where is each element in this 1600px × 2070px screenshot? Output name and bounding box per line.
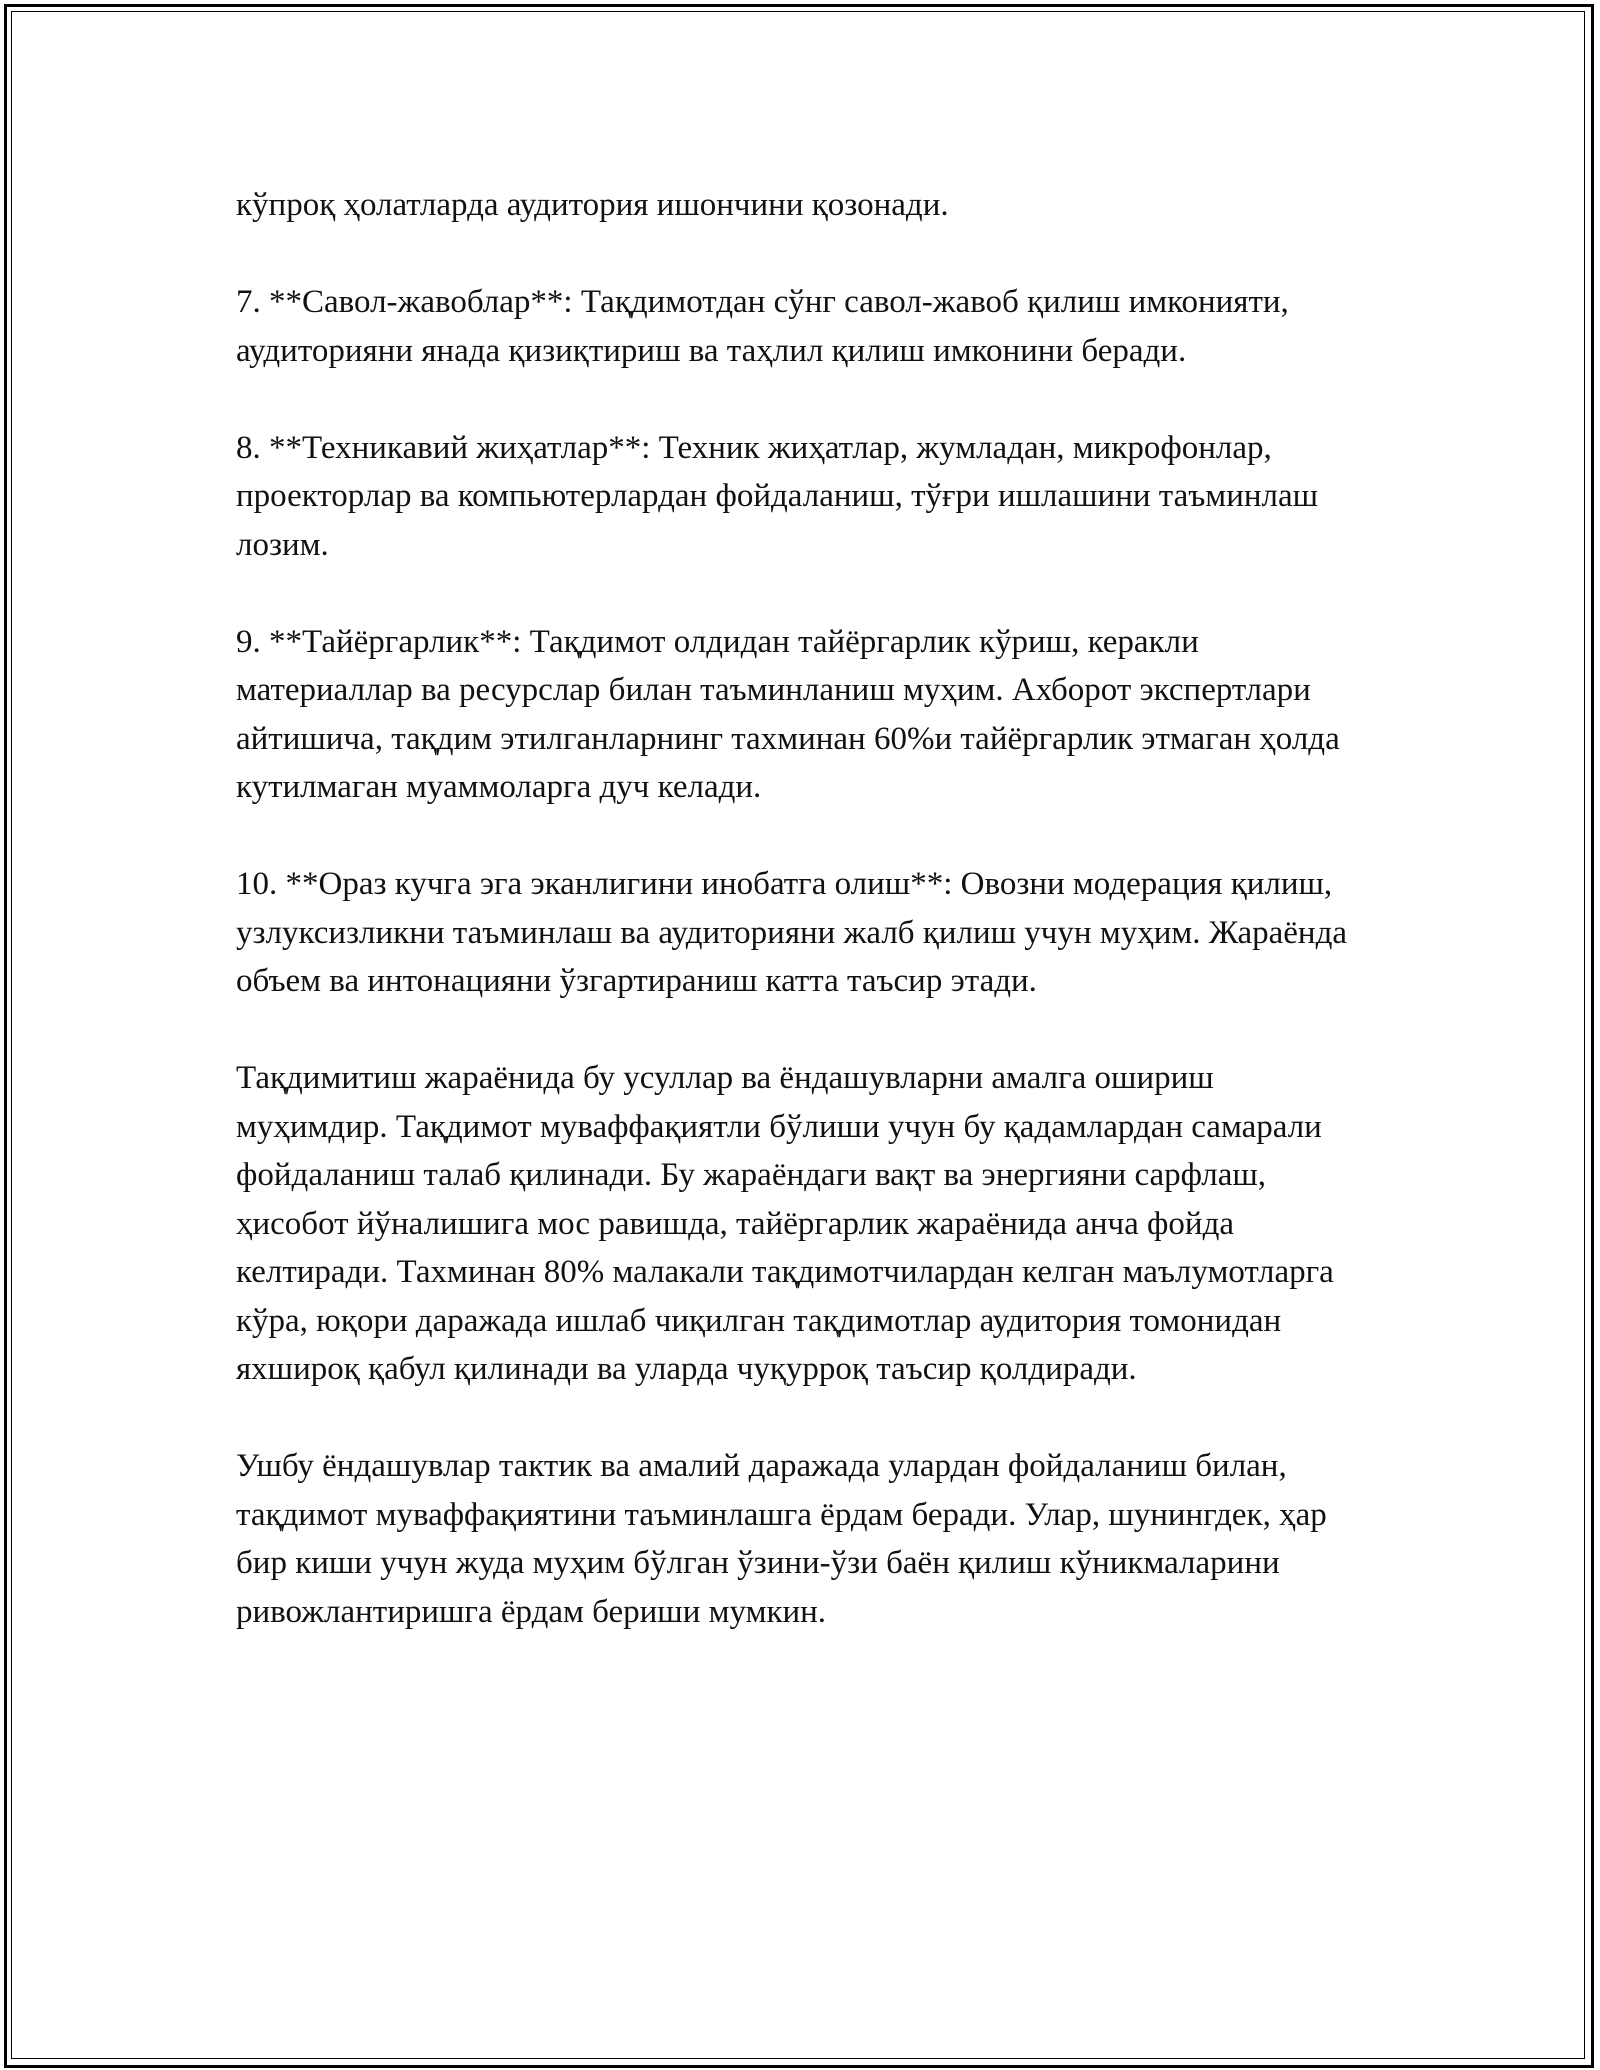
paragraph-conclusion: Ушбу ёндашувлар тактик ва амалий даражада улардан фойдаланиш билан, тақдимот муваффақиятини таъминлашга ёрдам беради. Улар, шунингдек, ҳар бир киши учун жуда муҳим бўлган ўзини-ўзи баён қилиш кўникмаларини ривожлантиришга ёрдам бериши мумкин. (236, 1448, 1327, 1630)
paragraph-item-9: 9. **Тайёргарлик**: Тақдимот олдидан тайёргарлик кўриш, керакли материаллар ва ресурслар билан таъминланиш муҳим. Ахборот экспертлари айтишича, тақдим этилганларнинг тахминан 60%и тайёргарлик этмаган ҳолда кутилмаган муаммоларга дуч келади. (236, 623, 1340, 805)
paragraph-item-8: 8. **Техникавий жиҳатлар**: Техник жиҳатлар, жумладан, микрофонлар, проекторлар ва компьютерлардан фойдаланиш, тўғри ишлашини таъминлаш лозим. (236, 429, 1319, 563)
paragraph-item-10: 10. **Ораз кучга эга эканлигини инобатга олиш**: Овозни модерация қилиш, узлуксизликни таъминлаш ва аудиторияни жалб қилиш учун муҳим. Жараёнда объем ва интонацияни ўзгартираниш катта таъсир этади. (236, 866, 1348, 999)
paragraph-continuation: кўпроқ ҳолатларда аудитория ишончини қозонади. (236, 187, 949, 223)
paragraph-summary: Тақдимитиш жараёнида бу усуллар ва ёндашувларни амалга ошириш муҳимдир. Тақдимот муваффақиятли бўлиши учун бу қадамлардан самарали фойдаланиш талаб қилинади. Бу жараёндаги вақт ва энергияни сарфлаш, ҳисобот йўналишига мос равишда, тайёргарлик жараёнида анча фойда келтиради. Тахминан 80% малакали тақдимотчилардан келган маълумотларга кўра, юқори даражада ишлаб чиқилган тақдимотлар аудитория томонидан яхшироқ қабул қилинади ва уларда чуқурроқ таъсир қолдиради. (236, 1060, 1334, 1387)
document-body (236, 181, 1366, 1636)
paragraph-item-7: 7. **Савол-жавоблар**: Тақдимотдан сўнг савол-жавоб қилиш имконияти, аудиторияни янада қизиқтириш ва таҳлил қилиш имконини беради. (236, 284, 1289, 369)
